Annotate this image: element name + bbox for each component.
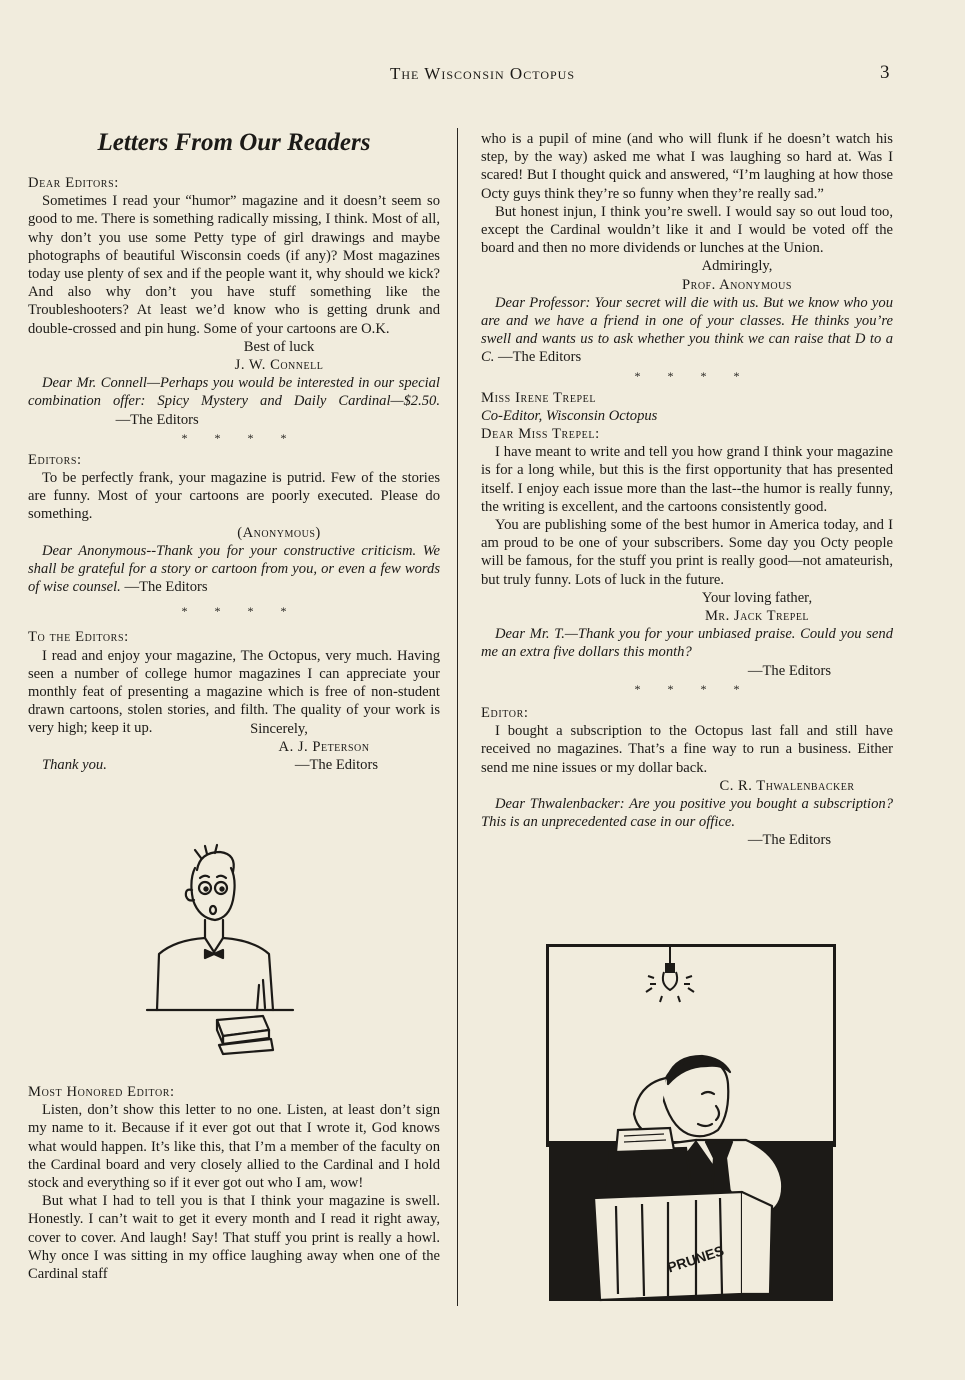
article-title: Letters From Our Readers	[97, 129, 371, 156]
letter3-closing: Sincerely,	[250, 720, 308, 737]
letter6-reply-sign: —The Editors	[747, 832, 831, 849]
letter5-para2: You are publishing some of the best humor in America today, and I am proud to be one of your subscribers. Some day you Octy people will be famous, for the stuff you print is really good—not amateurish, but truly funny. Lots of luck in the future.	[481, 517, 893, 588]
running-title: The Wisconsin Octopus	[389, 64, 576, 83]
letter4-reply	[481, 294, 893, 367]
letter2-signature: (Anonymous)	[237, 524, 321, 541]
right-column	[481, 130, 893, 850]
letter3-salutation: To the Editors:	[28, 629, 129, 646]
letter4-reply-sign: —The Editors	[498, 349, 582, 366]
letter5-addressee-title: Co-Editor, Wisconsin Octopus	[481, 407, 658, 424]
left-column	[28, 128, 440, 774]
letter5-signature: Mr. Jack Trepel	[704, 608, 810, 625]
letter1-closing: Best of luck	[243, 338, 315, 355]
page-number: 3	[880, 62, 890, 83]
separator: * * * *	[634, 681, 752, 696]
typist-cartoon	[546, 944, 836, 1304]
letter1-signature: J. W. Connell	[234, 357, 324, 374]
letter6-reply: Dear Thwalenbacker: Are you positive you bought a subscription? This is an unprecedented case in our office.	[481, 795, 893, 831]
letter6-salutation: Editor:	[481, 704, 529, 721]
letter5-reply: Dear Mr. T.—Thank you for your unbiased praise. Could you send me an extra five dollars this month?	[481, 626, 893, 661]
letter1-reply-sign: —The Editors	[115, 411, 199, 428]
letter1-reply	[28, 374, 440, 429]
left-column-bottom	[28, 1083, 440, 1283]
letter5-salutation: Dear Miss Trepel:	[481, 426, 600, 443]
letter2-body: To be perfectly frank, your magazine is putrid. Few of the stories are funny. Most of your cartoons are poorly executed. Please do something.	[28, 470, 440, 523]
separator: * * * *	[634, 368, 752, 383]
letter2-reply	[28, 542, 440, 597]
letter2-reply-sign: —The Editors	[124, 579, 208, 596]
separator: * * * *	[181, 430, 299, 445]
letter5-para1: I have meant to write and tell you how grand I think your magazine is for a long while, but this is the first opportunity that has presented itself. I enjoy each issue more than the last--the humor is really funny, the writing is excellent, and the cartoons consistently good.	[481, 444, 893, 515]
letter4-salutation: Most Honored Editor:	[28, 1084, 175, 1100]
letter3-reply-text: Thank you.	[42, 757, 107, 774]
letter4-para2: But what I had to tell you is that I think your magazine is swell. Honestly. I can’t wait to get it every month and I read it right away, cover to cover. And laugh! Say! That stuff you print is really a howl. Why once I was sitting in my office laughing away when one of the Cardinal staff	[28, 1193, 440, 1283]
letter4-para1: Listen, don’t show this letter to no one. Listen, at least don’t sign my name to it. Because if it ever got out that I wrote it, God knows what would happen. It’s like this, that I’m a member of the faculty on the Cardinal board and very closely allied to the Cardinal and I hold stock and everything so if it ever got out who I am, wow!	[28, 1102, 440, 1192]
letter1-body: Sometimes I read your “humor” magazine and it doesn’t seem so good to me. There is something radically missing, I think. Most of all, why don’t you use some Petty type of girl drawings and maybe photographs of beautiful Wisconsin coeds (if any)? Most magazines today use plenty of sex and if the people want it, why should we kick? And also why don’t you have stuff something like the Troubleshooters? At least we’d know who is getting drunk and double-crossed and pin hung. Some of your cartoons are O.K.	[28, 193, 440, 337]
letter1-reply-text: Dear Mr. Connell—Perhaps you would be interested in our special combination offer: Spicy Mystery and Daily Cardinal—$2.50.	[28, 375, 440, 410]
column-divider	[457, 128, 458, 1306]
letter4-para3: But honest injun, I think you’re swell. I would say so out loud too, except the Cardinal wouldn’t like it and I would be voted off the board and then no more dividends or lunches at the Union.	[481, 203, 893, 257]
separator: * * * *	[181, 604, 299, 619]
letter5-addressee: Miss Irene Trepel	[481, 389, 597, 406]
letter2-reply-text: Dear Anonymous--Thank you for your constructive criticism. We shall be grateful for a story or cartoon from you, or even a few words of wise counsel.	[28, 542, 440, 596]
letter4-closing: Admiringly,	[701, 258, 773, 275]
letter5-reply-sign: —The Editors	[747, 662, 831, 679]
letter6-signature: C. R. Thwalenbacker	[719, 777, 855, 794]
letter1-salutation: Dear Editors:	[28, 175, 119, 191]
letter3-signature: A. J. Peterson	[278, 738, 370, 755]
letter4-reply-text: Dear Professor: Your secret will die with us. But we know who you are and we have a friend in one of your classes. He thinks you’re swell and wants us to ask whether you think we can raise that D to a C.	[481, 294, 893, 366]
letter3-body: I read and enjoy your magazine, The Octopus, very much. Having seen a number of college humor magazines I can appreciate your monthly feat of presenting a magazine which is free of non-student drawn cartoons, stolen stories, and filth. The quality of your work is very high; keep it up.	[28, 647, 440, 737]
letter4-para2-continued: who is a pupil of mine (and who will flunk if he doesn’t watch his step, by the way) asked me what I was laughing so hard at. Was I scared! But I thought quick and answered, “I’m laughing at how those Octy guys think they’re so funny when they’re really sad.”	[481, 131, 893, 202]
letter4-signature: Prof. Anonymous	[682, 276, 792, 293]
letter2-salutation: Editors:	[28, 451, 82, 468]
letter5-closing: Your loving father,	[701, 589, 813, 606]
letter6-body: I bought a subscription to the Octopus last fall and still have received no magazines. That’s a fine way to run a business. Either send me nine issues or my dollar back.	[481, 723, 893, 776]
letter3-reply-sign: —The Editors	[294, 757, 378, 774]
cartoon-crate-label: PRUNES	[665, 1242, 726, 1276]
letter3-reply	[28, 756, 440, 774]
student-illustration	[145, 840, 295, 1070]
